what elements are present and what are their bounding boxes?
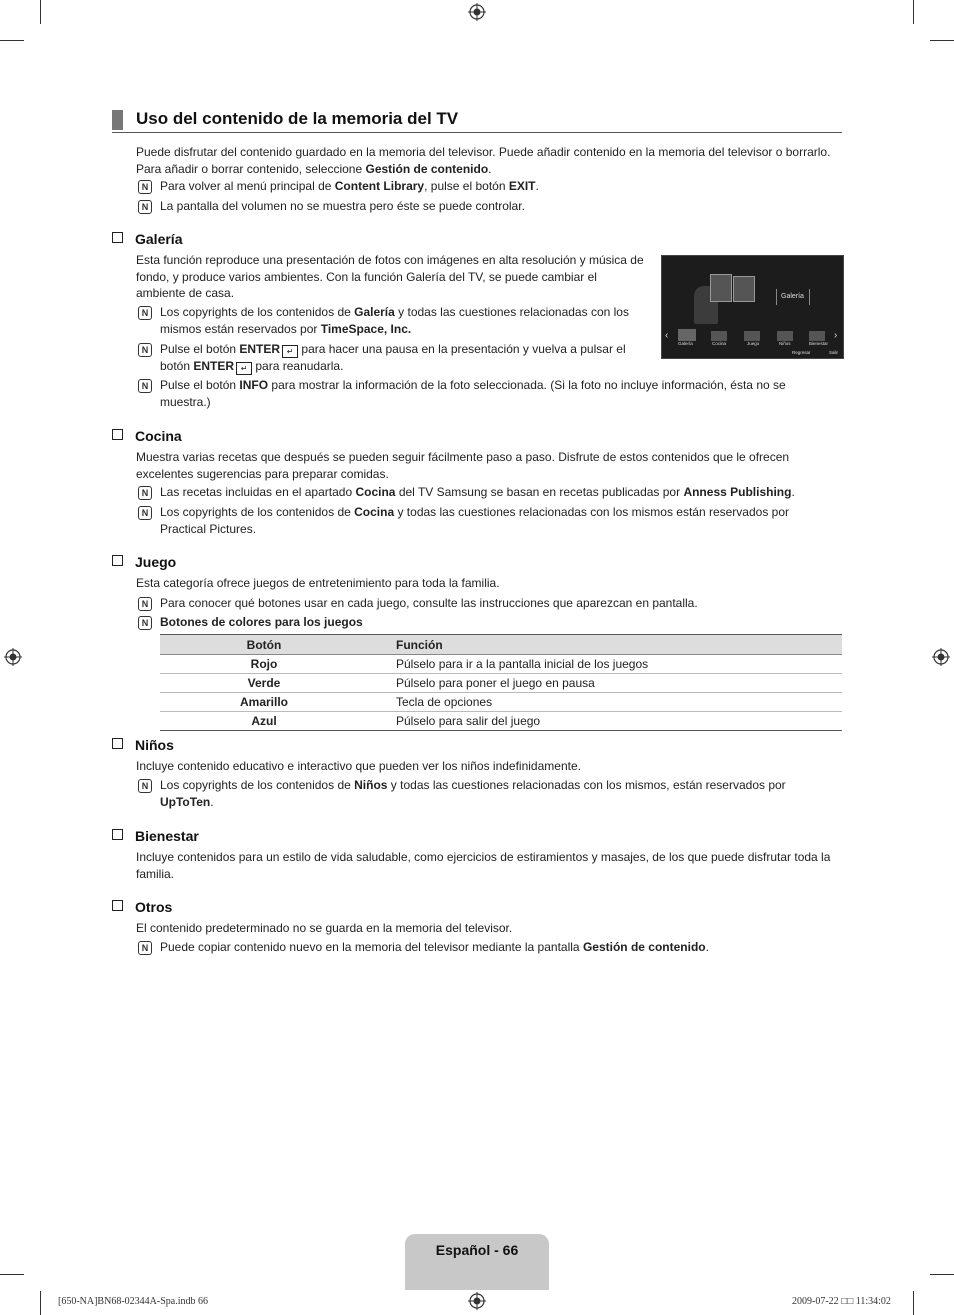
registration-mark-icon bbox=[468, 3, 486, 21]
note: N Los copyrights de los contenidos de Niños y todas las cuestiones relacionadas con los mismos, están reservados por UpToTen. bbox=[136, 777, 820, 810]
crop-mark bbox=[930, 40, 954, 41]
registration-mark-icon bbox=[932, 648, 950, 666]
page-title: Uso del contenido de la memoria del TV bbox=[136, 109, 459, 128]
tv-item-thumbnail bbox=[809, 331, 825, 341]
note-icon: N bbox=[138, 597, 152, 611]
note-icon: N bbox=[138, 306, 152, 320]
note: N Botones de colores para los juegos bbox=[136, 614, 842, 631]
section-heading-cocina: Cocina bbox=[112, 428, 182, 444]
note-icon: N bbox=[138, 616, 152, 630]
table-row bbox=[160, 712, 842, 731]
photo-frame bbox=[733, 276, 755, 302]
checkbox-bullet-icon bbox=[112, 738, 123, 749]
note-icon: N bbox=[138, 941, 152, 955]
table-cell: Púlselo para ir a la pantalla inicial de los juegos bbox=[368, 655, 842, 674]
registration-mark-icon bbox=[4, 648, 22, 666]
tv-item-label: Bienestar bbox=[809, 341, 829, 346]
tv-item-thumbnail bbox=[678, 329, 696, 341]
tv-footer-back: Regresar bbox=[792, 350, 811, 355]
page-number: Español - 66 bbox=[435, 1242, 519, 1258]
crop-mark bbox=[930, 1274, 954, 1275]
crop-mark bbox=[913, 1291, 914, 1315]
table-cell: Púlselo para poner el juego en pausa bbox=[368, 674, 842, 693]
print-timestamp: 2009-07-22 □□ 11:34:02 bbox=[792, 1296, 891, 1307]
crop-mark bbox=[0, 40, 24, 41]
checkbox-bullet-icon bbox=[112, 232, 123, 243]
table-row bbox=[160, 693, 842, 712]
page-title-bar bbox=[112, 108, 842, 133]
enter-icon: ↵ bbox=[282, 345, 298, 358]
section-heading-galeria: Galería bbox=[112, 231, 182, 247]
note-icon: N bbox=[138, 506, 152, 520]
tv-nav-left: ‹ bbox=[665, 330, 669, 341]
note-icon: N bbox=[138, 779, 152, 793]
tv-item-thumbnail bbox=[711, 331, 727, 341]
checkbox-bullet-icon bbox=[112, 555, 123, 566]
table-cell: Verde bbox=[160, 674, 368, 693]
section-heading-ninos: Niños bbox=[112, 737, 174, 753]
tv-item-label: Galería bbox=[678, 341, 693, 346]
otros-body: El contenido predeterminado no se guarda en la memoria del televisor. bbox=[136, 921, 513, 935]
crop-mark bbox=[40, 1291, 41, 1315]
note: N La pantalla del volumen no se muestra pero éste se puede controlar. bbox=[136, 198, 846, 215]
tv-label-divider bbox=[809, 289, 810, 305]
note: N Pulse el botón ENTER ↵ para hacer una pausa en la presentación y vuelva a pulsar el botón ENTER ↵ para reanudarla. bbox=[136, 341, 644, 375]
intro-paragraph: Puede disfrutar del contenido guardado en la memoria del televisor. Puede añadir contenido en la memoria del televisor o borrarlo. Para añadir o borrar contenido, seleccione Gestión de contenido. bbox=[136, 145, 831, 176]
table-row bbox=[160, 655, 842, 674]
table-cell: Rojo bbox=[160, 655, 368, 674]
section-heading-otros: Otros bbox=[112, 899, 172, 915]
checkbox-bullet-icon bbox=[112, 900, 123, 911]
bienestar-body: Incluye contenidos para un estilo de vida saludable, como ejercicios de estiramientos y masajes, de los que puede disfrutar toda la familia. bbox=[136, 850, 831, 881]
tv-label-divider bbox=[776, 289, 777, 305]
note: N Pulse el botón INFO para mostrar la información de la foto seleccionada. (Si la foto no incluye información, ésta no se muestra.) bbox=[136, 377, 820, 410]
checkbox-bullet-icon bbox=[112, 429, 123, 440]
juego-body: Esta categoría ofrece juegos de entretenimiento para toda la familia. bbox=[136, 576, 500, 590]
tv-item-thumbnail bbox=[777, 331, 793, 341]
table-row bbox=[160, 674, 842, 693]
note-icon: N bbox=[138, 200, 152, 214]
note: N Las recetas incluidas en el apartado Cocina del TV Samsung se basan en recetas publicadas por Anness Publishing. bbox=[136, 484, 842, 501]
table-header-row bbox=[160, 635, 842, 655]
file-slug: [650-NA]BN68-02344A-Spa.indb 66 bbox=[58, 1296, 208, 1307]
table-header: Botón bbox=[160, 635, 368, 655]
title-marker bbox=[112, 110, 123, 130]
tv-footer-exit: Salir bbox=[829, 350, 839, 355]
note: N Los copyrights de los contenidos de Galería y todas las cuestiones relacionadas con los mismos están reservados por TimeSpace, Inc. bbox=[136, 304, 644, 337]
tv-nav-right: › bbox=[834, 330, 838, 341]
photo-frame bbox=[710, 274, 732, 302]
tv-item-label: Cocina bbox=[712, 341, 727, 346]
table-cell: Amarillo bbox=[160, 693, 368, 712]
note-icon: N bbox=[138, 180, 152, 194]
galeria-body: Esta función reproduce una presentación de fotos con imágenes en alta resolución y música de fondo, y produce varios ambientes. Con la función Galería del TV, se puede cambiar el ambiente de casa. bbox=[136, 253, 644, 300]
tv-selected-label: Galería bbox=[781, 293, 804, 300]
registration-mark-icon bbox=[468, 1292, 486, 1310]
enter-icon: ↵ bbox=[236, 362, 252, 375]
note: N Para volver al menú principal de Content Library, pulse el botón EXIT. bbox=[136, 178, 846, 195]
note: N Para conocer qué botones usar en cada juego, consulte las instrucciones que aparezcan en pantalla. bbox=[136, 595, 842, 612]
note-icon: N bbox=[138, 343, 152, 357]
tv-item-label: Niños bbox=[779, 341, 791, 346]
tv-screen-image bbox=[661, 255, 844, 359]
tv-item-thumbnail bbox=[744, 331, 760, 341]
note: N Los copyrights de los contenidos de Cocina y todas las cuestiones relacionadas con los mismos están reservados por Practical Pictures. bbox=[136, 504, 820, 537]
table-cell: Tecla de opciones bbox=[368, 693, 842, 712]
crop-mark bbox=[40, 0, 41, 24]
table-cell: Púlselo para salir del juego bbox=[368, 712, 842, 731]
table-cell: Azul bbox=[160, 712, 368, 731]
note-icon: N bbox=[138, 379, 152, 393]
tv-item-label: Juego bbox=[747, 341, 760, 346]
table-header: Función bbox=[368, 635, 842, 655]
checkbox-bullet-icon bbox=[112, 829, 123, 840]
section-heading-juego: Juego bbox=[112, 554, 176, 570]
crop-mark bbox=[913, 0, 914, 24]
ninos-body: Incluye contenido educativo e interactivo que pueden ver los niños indefinidamente. bbox=[136, 759, 581, 773]
color-buttons-table bbox=[160, 634, 842, 731]
section-heading-bienestar: Bienestar bbox=[112, 828, 199, 844]
crop-mark bbox=[0, 1274, 24, 1275]
note: N Puede copiar contenido nuevo en la memoria del televisor mediante la pantalla Gestión de contenido. bbox=[136, 939, 842, 956]
note-icon: N bbox=[138, 486, 152, 500]
cocina-body: Muestra varias recetas que después se pueden seguir fácilmente paso a paso. Disfrute de estos contenidos que le ofrecen excelentes sugerencias para preparar comidas. bbox=[136, 450, 790, 481]
